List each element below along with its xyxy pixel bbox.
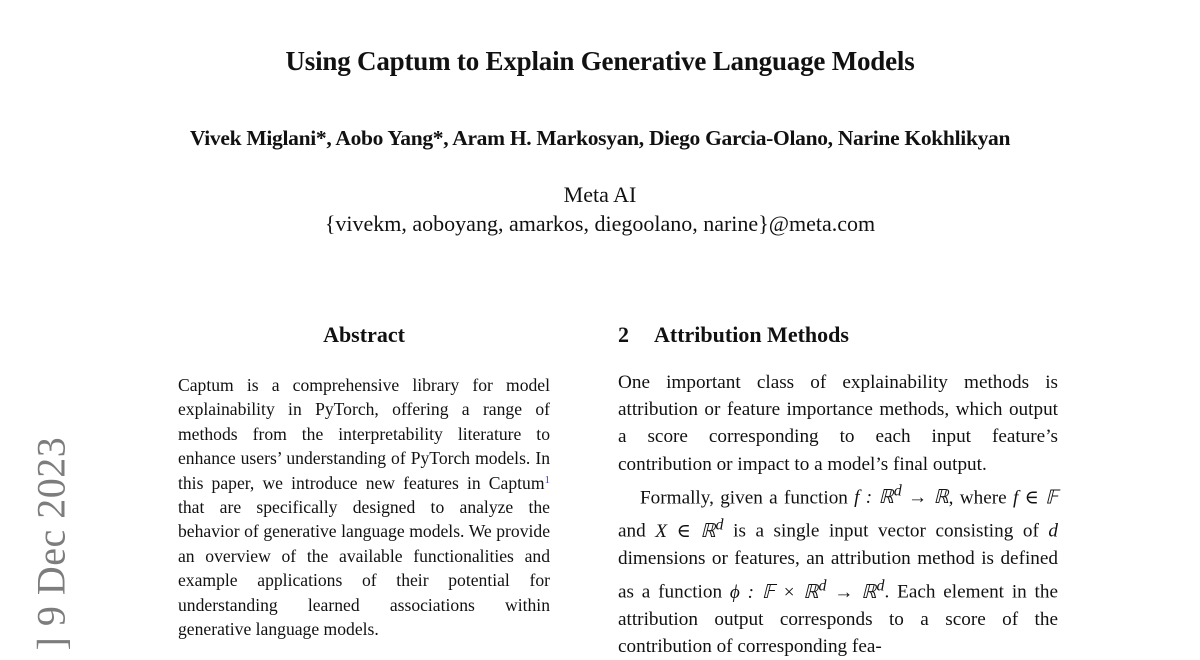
section-paragraph-2 (618, 478, 1058, 660)
math-f-in-F: f ∈ 𝔽 (1012, 487, 1058, 509)
math-d: d (1048, 520, 1058, 542)
math-sup-d-2: d (715, 516, 724, 534)
footnote-link[interactable]: 1 (544, 473, 550, 486)
math-f-domain (854, 482, 949, 509)
author-emails: {vivekm, aoboyang, amarkos, diegoolano, narine}@meta.com (324, 211, 876, 236)
affiliation: Meta AI (563, 182, 637, 207)
math-phi-codomain: → ℝ (826, 581, 877, 603)
p2-text-6: . Each element in the attribution output corresponds to a score of the contribution of corresponding fea- (618, 581, 1058, 657)
math-sup-d-4: d (876, 577, 885, 595)
p2-text-3: and (618, 520, 656, 542)
math-x-in-rd (655, 516, 724, 542)
paper-title: Using Captum to Explain Generative Language Models (285, 46, 915, 76)
section-paragraph-1: One important class of explainability methods is attribution or feature importance methods, which output a score corresponding to each input feature’s contribution or impact to a model’s final output. (618, 372, 1058, 475)
math-f-rd: f : ℝ (854, 487, 894, 509)
math-to-r: → ℝ (901, 487, 949, 509)
section-body (618, 369, 1058, 660)
p2-text-4: is a single input vector consisting of (723, 520, 1049, 542)
section-title: Attribution Methods (654, 322, 849, 347)
section-number: 2 (618, 322, 629, 347)
abstract-text (178, 373, 550, 641)
p2-text-2: , where (948, 487, 1013, 509)
math-phi-domain: ϕ : 𝔽 × ℝ (729, 581, 819, 603)
author-list: Vivek Miglani*, Aobo Yang*, Aram H. Markosyan, Diego Garcia-Olano, Narine Kokhlikyan (189, 126, 1011, 150)
p2-text-1: Formally, given a function (640, 487, 855, 509)
math-phi (729, 577, 885, 603)
arxiv-date-watermark: ] 9 Dec 2023 (28, 436, 74, 651)
section-heading (618, 322, 1078, 348)
math-x-r: X ∈ ℝ (655, 520, 716, 542)
abstract-text-part1: Captum is a comprehensive library for model explainability in PyTorch, offering a range of methods from the interpretability literature to enhance users’ understanding of PyTorch models. In this paper, we introduce new features in Captum (178, 375, 550, 493)
p2-text-5: dimensions or features, an attribution method is defined as a function (618, 548, 1058, 603)
math-sup-d-3: d (818, 577, 827, 595)
abstract-heading: Abstract (323, 322, 405, 347)
abstract-text-part2: that are specifically designed to analyze the behavior of generative language models. We provide an overview of the available functionalities and example applications of their potential for understanding learned associations within generative language models. (178, 497, 550, 640)
math-sup-d: d (893, 482, 902, 500)
